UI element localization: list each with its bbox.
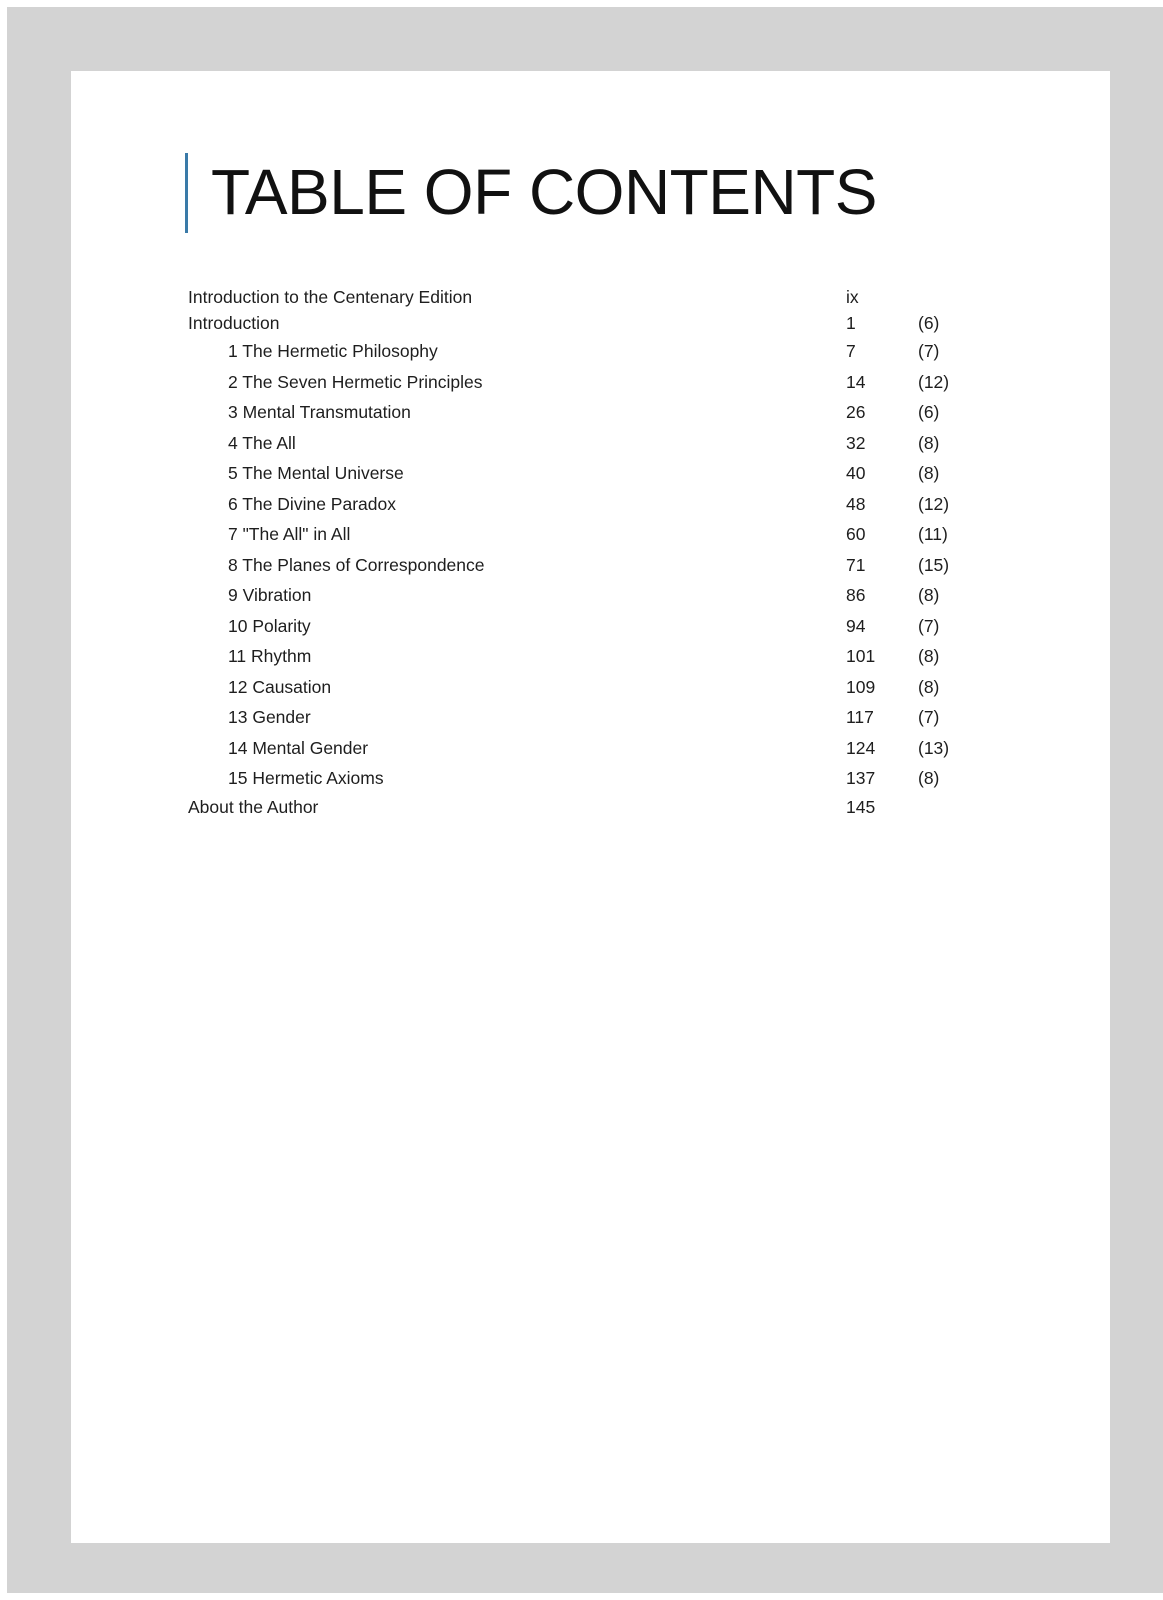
toc-entry-title: 14 Mental Gender	[228, 738, 369, 758]
toc-entry	[71, 583, 1110, 607]
toc-entry	[71, 705, 1110, 729]
page-background-frame	[7, 7, 1163, 1593]
toc-entry-page-number: 1	[846, 313, 856, 333]
toc-entry-title: 9 Vibration	[228, 585, 312, 605]
toc-entry	[71, 431, 1110, 455]
toc-entry-title: 6 The Divine Paradox	[228, 494, 396, 514]
toc-entry	[71, 492, 1110, 516]
toc-entry-page-count: (11)	[918, 524, 948, 544]
toc-entry	[71, 400, 1110, 424]
toc-entry	[71, 644, 1110, 668]
toc-entry-title: 11 Rhythm	[228, 646, 312, 666]
toc-entry-page-number: 124	[846, 738, 876, 758]
toc-entry-page-count: (7)	[918, 616, 940, 636]
toc-entry-page-number: 32	[846, 433, 866, 453]
toc-entry-page-number: 60	[846, 524, 866, 544]
toc-entry-page-number: ix	[846, 287, 859, 307]
toc-entry-page-count: (8)	[918, 463, 940, 483]
toc-entry-page-count: (8)	[918, 677, 940, 697]
toc-entry-title: 8 The Planes of Correspondence	[228, 555, 485, 575]
toc-entry-page-count: (15)	[918, 555, 950, 575]
document-page	[71, 71, 1110, 1543]
toc-entry-page-number: 145	[846, 797, 876, 817]
toc-entry-page-number: 40	[846, 463, 866, 483]
toc-entry-page-count: (8)	[918, 433, 940, 453]
toc-entry	[71, 553, 1110, 577]
toc-entry	[71, 461, 1110, 485]
toc-entry-title: 12 Causation	[228, 677, 332, 697]
toc-entry-page-number: 94	[846, 616, 866, 636]
toc-entry	[71, 614, 1110, 638]
toc-entry-page-number: 109	[846, 677, 876, 697]
toc-entry	[71, 675, 1110, 699]
toc-entry	[71, 522, 1110, 546]
page-title: TABLE OF CONTENTS	[211, 156, 877, 228]
toc-entry-page-count: (7)	[918, 341, 940, 361]
toc-entry-page-count: (12)	[918, 494, 950, 514]
table-of-contents	[71, 71, 1110, 1543]
toc-entry	[71, 736, 1110, 760]
toc-entry-page-count: (8)	[918, 646, 940, 666]
toc-entry-page-count: (12)	[918, 372, 950, 392]
toc-entry	[71, 795, 1110, 819]
toc-entry	[71, 766, 1110, 790]
toc-entry-page-number: 101	[846, 646, 876, 666]
toc-entry-title: 5 The Mental Universe	[228, 463, 404, 483]
toc-entry-page-count: (8)	[918, 585, 940, 605]
toc-entry-page-number: 117	[846, 707, 874, 727]
toc-entry-page-number: 48	[846, 494, 866, 514]
toc-entry-page-number: 14	[846, 372, 866, 392]
toc-entry-title: 10 Polarity	[228, 616, 311, 636]
toc-entry-title: 7 "The All" in All	[228, 524, 351, 544]
toc-entry-title: Introduction	[188, 313, 280, 333]
toc-entry-page-count: (6)	[918, 313, 940, 333]
toc-entry-title: 15 Hermetic Axioms	[228, 768, 384, 788]
toc-entry-title: About the Author	[188, 797, 319, 817]
toc-entry-page-count: (7)	[918, 707, 940, 727]
toc-entry-page-count: (8)	[918, 768, 940, 788]
toc-entry-title: Introduction to the Centenary Edition	[188, 287, 473, 307]
toc-entry-page-number: 71	[846, 555, 866, 575]
toc-entry	[71, 311, 1110, 335]
toc-entry-title: 3 Mental Transmutation	[228, 402, 411, 422]
toc-entry-title: 2 The Seven Hermetic Principles	[228, 372, 483, 392]
toc-entry	[71, 285, 1110, 309]
toc-entry-title: 13 Gender	[228, 707, 311, 727]
toc-entry-page-number: 137	[846, 768, 876, 788]
toc-entry-title: 4 The All	[228, 433, 296, 453]
toc-entry	[71, 370, 1110, 394]
toc-entry-page-number: 26	[846, 402, 866, 422]
toc-entry	[71, 339, 1110, 363]
toc-entry-page-number: 86	[846, 585, 866, 605]
toc-entry-page-count: (13)	[918, 738, 950, 758]
toc-entry-page-count: (6)	[918, 402, 940, 422]
toc-entry-title: 1 The Hermetic Philosophy	[228, 341, 438, 361]
toc-entry-page-number: 7	[846, 341, 856, 361]
